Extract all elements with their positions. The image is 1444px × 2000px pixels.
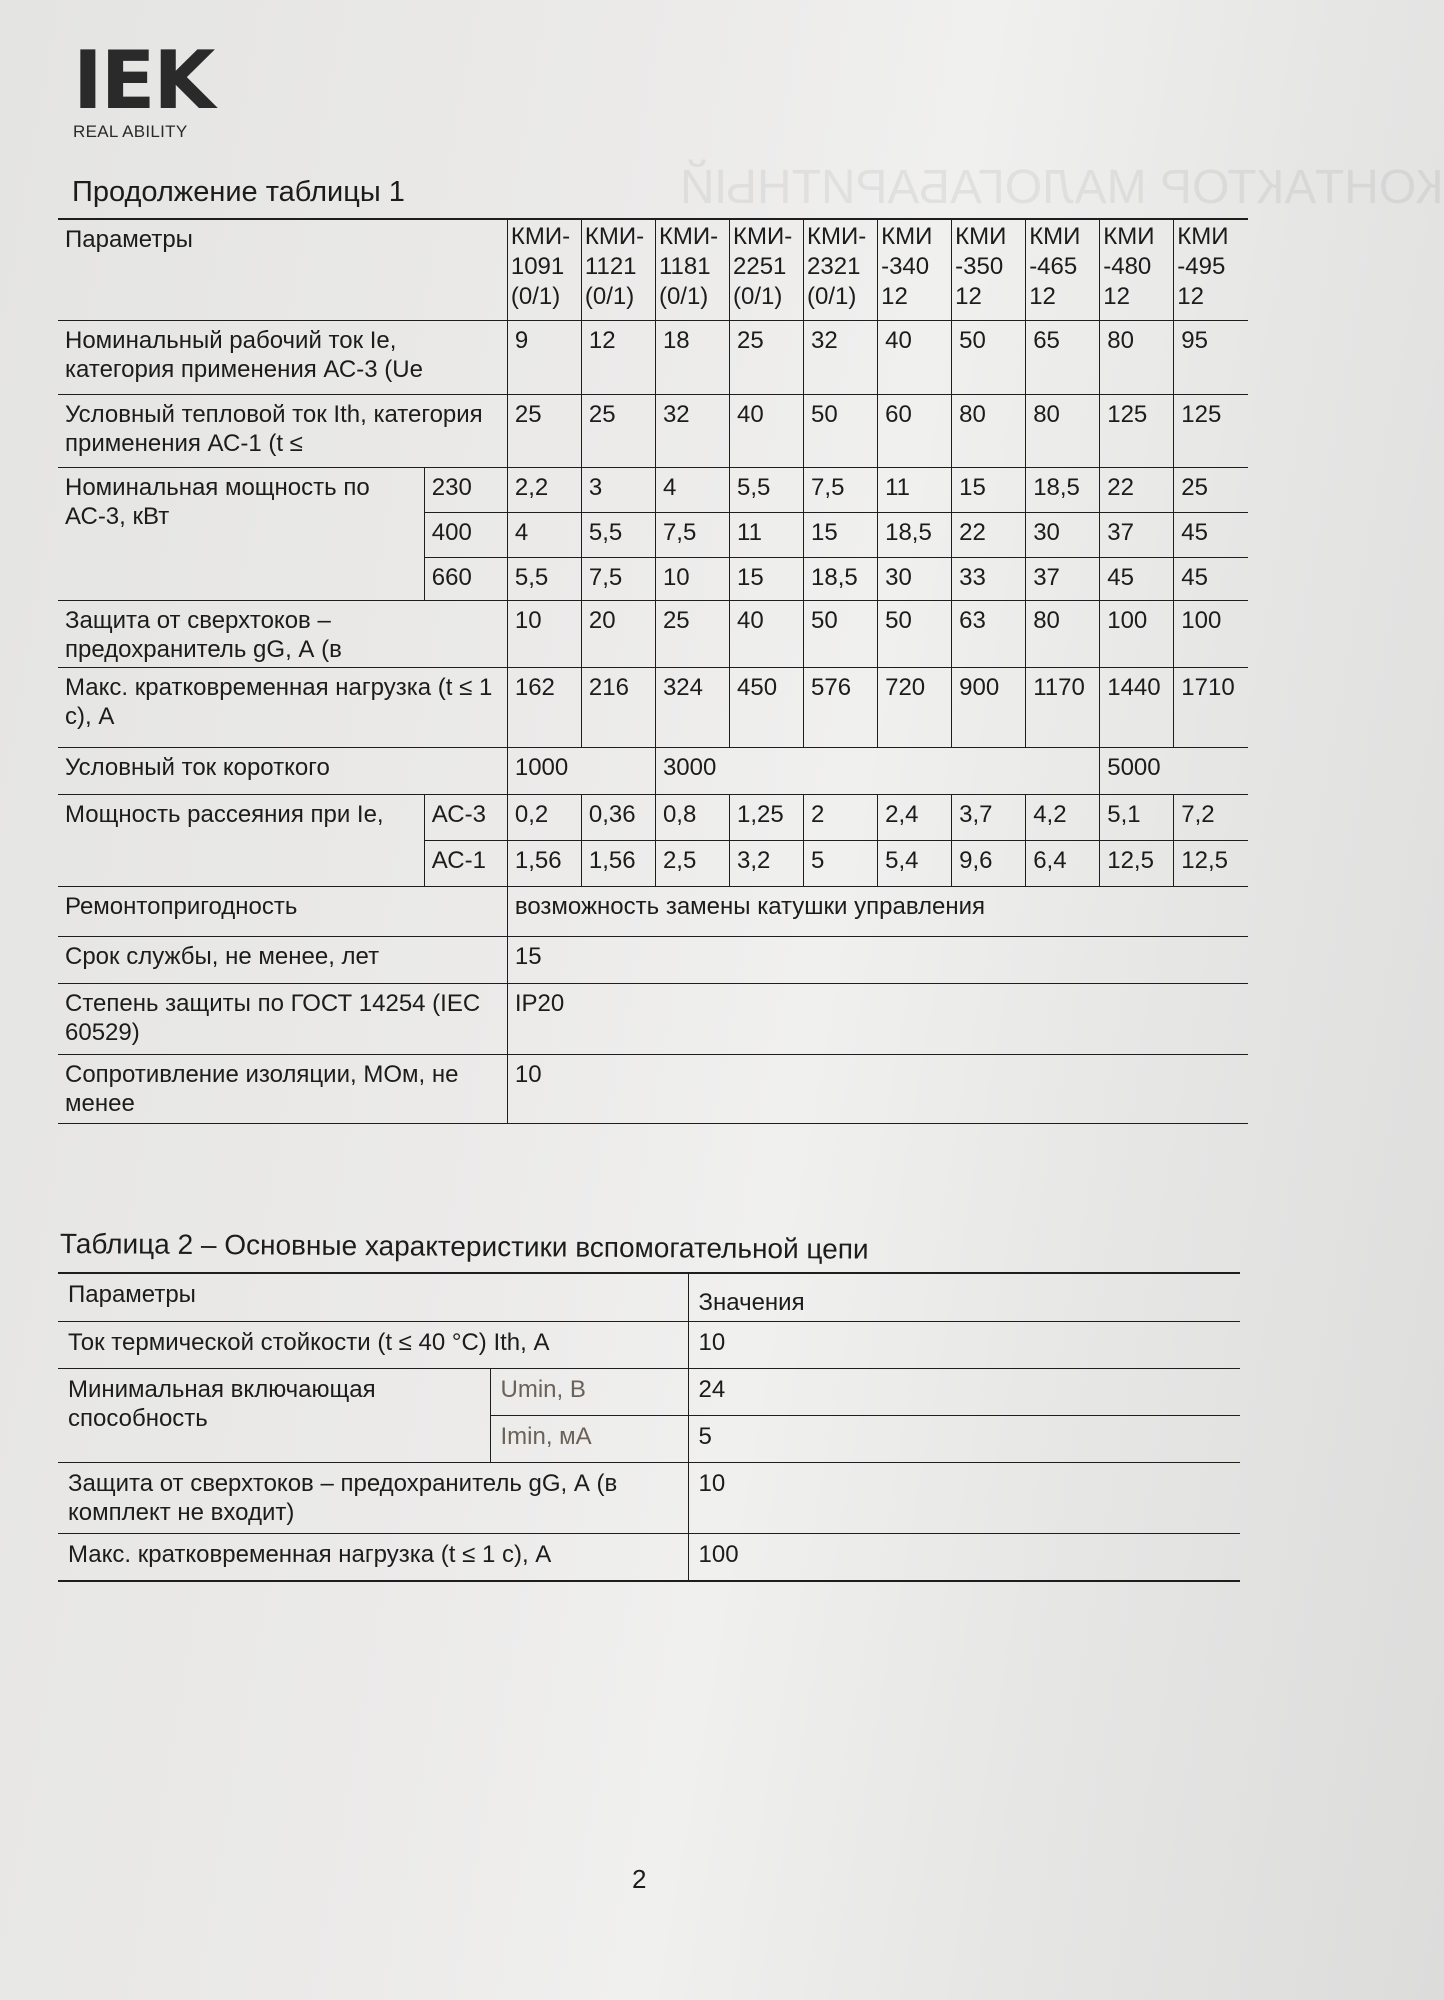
model-name-line: КМИ bbox=[881, 223, 933, 250]
model-name-line: 12 bbox=[1103, 283, 1130, 310]
row-value: 12,5 bbox=[1100, 841, 1174, 887]
row-value: 11 bbox=[878, 468, 952, 513]
model-name-line: -495 bbox=[1177, 253, 1226, 280]
row-value: 50 bbox=[952, 321, 1026, 395]
row-value: 100 bbox=[688, 1534, 1240, 1582]
row-value: 720 bbox=[878, 668, 952, 748]
param-header: Параметры bbox=[58, 1273, 688, 1322]
table-row bbox=[58, 1534, 1240, 1582]
row-value: 12 bbox=[581, 321, 655, 395]
row-value: 450 bbox=[730, 668, 804, 748]
model-header bbox=[581, 219, 655, 321]
row-value: 30 bbox=[878, 558, 952, 601]
row-value: 125 bbox=[1100, 395, 1174, 468]
row-value: 576 bbox=[804, 668, 878, 748]
row-value: 25 bbox=[581, 395, 655, 468]
model-header bbox=[655, 219, 729, 321]
table-row bbox=[58, 795, 1248, 841]
row-value: 5,4 bbox=[878, 841, 952, 887]
row-value: 95 bbox=[1174, 321, 1248, 395]
row-value: 0,36 bbox=[581, 795, 655, 841]
row-label: Степень защиты по ГОСТ 14254 (IEC 60529) bbox=[58, 984, 507, 1055]
row-value: 25 bbox=[655, 601, 729, 668]
row-value: 32 bbox=[655, 395, 729, 468]
row-value: 50 bbox=[804, 601, 878, 668]
model-name-line: 12 bbox=[955, 283, 982, 310]
model-name-line: КМИ- bbox=[510, 223, 571, 250]
row-value: 3,7 bbox=[952, 795, 1026, 841]
model-name-line: 1091 bbox=[510, 253, 565, 280]
model-name-line: КМИ- bbox=[807, 223, 867, 250]
row-value: 18,5 bbox=[878, 513, 952, 558]
row-value: IP20 bbox=[507, 984, 1248, 1055]
row-value: 10 bbox=[688, 1463, 1240, 1534]
voltage-label: 660 bbox=[424, 558, 507, 601]
row-value: 7,5 bbox=[581, 558, 655, 601]
model-header bbox=[507, 219, 581, 321]
row-value: 10 bbox=[688, 1322, 1240, 1369]
row-label: Макс. кратковременная нагрузка (t ≤ 1 с), А bbox=[58, 1534, 688, 1582]
row-value: 10 bbox=[655, 558, 729, 601]
row-value: 1,25 bbox=[730, 795, 804, 841]
row-value: 6,4 bbox=[1026, 841, 1100, 887]
row-value: 37 bbox=[1026, 558, 1100, 601]
row-value: 100 bbox=[1100, 601, 1174, 668]
row-value: 7,2 bbox=[1174, 795, 1248, 841]
row-value: 162 bbox=[507, 668, 581, 748]
page-number: 2 bbox=[632, 1864, 647, 1894]
table-row bbox=[58, 937, 1248, 984]
table1-title: Продолжение таблицы 1 bbox=[72, 176, 405, 208]
voltage-label: 400 bbox=[424, 513, 507, 558]
row-value: 12,5 bbox=[1174, 841, 1248, 887]
row-value: 50 bbox=[878, 601, 952, 668]
row-value: 324 bbox=[655, 668, 729, 748]
row-value: 11 bbox=[730, 513, 804, 558]
row-value: 5 bbox=[688, 1416, 1240, 1463]
model-name-line: КМИ bbox=[1103, 223, 1155, 250]
param-header: Параметры bbox=[58, 219, 507, 321]
value-header: Значения bbox=[688, 1273, 1240, 1322]
row-value: 40 bbox=[730, 601, 804, 668]
model-name-line: 1121 bbox=[584, 253, 637, 280]
table-row bbox=[58, 668, 1248, 748]
row-value: 216 bbox=[581, 668, 655, 748]
model-name-line: -340 bbox=[881, 253, 930, 280]
row-value: 125 bbox=[1174, 395, 1248, 468]
table-row bbox=[58, 748, 1248, 795]
row-label: Условный тепловой ток Ith, категория применения АС-1 (t ≤ bbox=[58, 395, 507, 468]
row-value: 5,1 bbox=[1100, 795, 1174, 841]
row-label: Защита от сверхтоков – предохранитель gG, А (в комплект не входит) bbox=[58, 1463, 688, 1534]
row-label: Условный ток короткого bbox=[58, 748, 507, 795]
row-value: 45 bbox=[1174, 513, 1248, 558]
model-name-line: КМИ- bbox=[658, 223, 719, 250]
row-value: 45 bbox=[1174, 558, 1248, 601]
row-value: 18,5 bbox=[1026, 468, 1100, 513]
table-row bbox=[58, 984, 1248, 1055]
model-name-line: (0/1) bbox=[733, 283, 783, 310]
row-value: 2,5 bbox=[655, 841, 729, 887]
model-name-line: КМИ bbox=[1177, 223, 1229, 250]
model-name-line: 12 bbox=[1029, 283, 1056, 310]
model-header bbox=[804, 219, 878, 321]
row-value: возможность замены катушки управления bbox=[507, 887, 1248, 937]
row-value: 4 bbox=[655, 468, 729, 513]
row-value: 5,5 bbox=[581, 513, 655, 558]
model-name-line: -350 bbox=[955, 253, 1004, 280]
table-row bbox=[58, 1463, 1240, 1534]
table1 bbox=[58, 218, 1248, 1124]
row-value: 2,4 bbox=[878, 795, 952, 841]
sub-label: Umin, В bbox=[490, 1369, 688, 1416]
table-row bbox=[58, 1369, 1240, 1416]
row-label: Ремонтопригодность bbox=[58, 887, 507, 937]
row-value: 50 bbox=[804, 395, 878, 468]
row-value: 7,5 bbox=[655, 513, 729, 558]
row-value: 25 bbox=[1174, 468, 1248, 513]
row-value: 22 bbox=[952, 513, 1026, 558]
row-value: 60 bbox=[878, 395, 952, 468]
row-value: 1170 bbox=[1026, 668, 1100, 748]
row-value: 0,8 bbox=[655, 795, 729, 841]
row-value: 5 bbox=[804, 841, 878, 887]
row-value: 25 bbox=[507, 395, 581, 468]
row-value: 4,2 bbox=[1026, 795, 1100, 841]
group-value: 1000 bbox=[507, 748, 655, 795]
category-label: АС-3 bbox=[424, 795, 507, 841]
table-row bbox=[58, 601, 1248, 668]
model-name-line: (0/1) bbox=[510, 283, 561, 310]
row-label: Макс. кратковременная нагрузка (t ≤ 1 с), А bbox=[58, 668, 507, 748]
row-value: 30 bbox=[1026, 513, 1100, 558]
row-value: 7,5 bbox=[804, 468, 878, 513]
row-value: 3 bbox=[581, 468, 655, 513]
row-value: 40 bbox=[730, 395, 804, 468]
row-label: Защита от сверхтоков – предохранитель gG, А (в bbox=[58, 601, 507, 668]
row-value: 15 bbox=[730, 558, 804, 601]
row-value: 80 bbox=[952, 395, 1026, 468]
showthrough-text: КОНТАКТОР МАЛОГАБАРИТНЫЙ bbox=[680, 161, 1444, 214]
row-value: 65 bbox=[1026, 321, 1100, 395]
category-label: АС-1 bbox=[424, 841, 507, 887]
row-value: 5,5 bbox=[730, 468, 804, 513]
row-value: 10 bbox=[507, 1055, 1248, 1124]
model-name-line: КМИ- bbox=[733, 223, 793, 250]
model-header bbox=[952, 219, 1026, 321]
row-value: 900 bbox=[952, 668, 1026, 748]
row-value: 0,2 bbox=[507, 795, 581, 841]
row-value: 40 bbox=[878, 321, 952, 395]
model-name-line: (0/1) bbox=[807, 283, 857, 310]
row-value: 80 bbox=[1026, 395, 1100, 468]
row-value: 15 bbox=[507, 937, 1248, 984]
group-value: 5000 bbox=[1100, 748, 1248, 795]
row-value: 18 bbox=[655, 321, 729, 395]
row-label: Ток термической стойкости (t ≤ 40 °C) Ith, А bbox=[58, 1322, 688, 1369]
row-value: 1440 bbox=[1100, 668, 1174, 748]
row-value: 1,56 bbox=[581, 841, 655, 887]
row-value: 45 bbox=[1100, 558, 1174, 601]
model-header bbox=[730, 219, 804, 321]
model-name-line: -465 bbox=[1029, 253, 1078, 280]
row-label: Минимальная включающая способность bbox=[58, 1369, 490, 1463]
row-label: Срок службы, не менее, лет bbox=[58, 937, 507, 984]
logo-tagline: REAL ABILITY bbox=[73, 122, 188, 141]
row-label: Мощность рассеяния при Ie, bbox=[58, 795, 424, 887]
row-value: 4 bbox=[507, 513, 581, 558]
group-value: 3000 bbox=[655, 748, 1099, 795]
row-value: 5,5 bbox=[507, 558, 581, 601]
row-value: 80 bbox=[1100, 321, 1174, 395]
table-row bbox=[58, 468, 1248, 513]
row-value: 33 bbox=[952, 558, 1026, 601]
row-value: 32 bbox=[804, 321, 878, 395]
model-name-line: КМИ bbox=[1029, 223, 1081, 250]
row-label: Номинальный рабочий ток Ie, категория применения АС-3 (Ue bbox=[58, 321, 507, 395]
sub-label: Imin, мА bbox=[490, 1416, 688, 1463]
iek-logo: IEK bbox=[73, 34, 214, 127]
table2 bbox=[58, 1272, 1240, 1582]
table2-header-row bbox=[58, 1273, 1240, 1322]
model-name-line: КМИ bbox=[955, 223, 1007, 250]
row-value: 20 bbox=[581, 601, 655, 668]
model-name-line: 12 bbox=[881, 283, 908, 310]
model-header bbox=[1026, 219, 1100, 321]
row-value: 9,6 bbox=[952, 841, 1026, 887]
row-label: Номинальная мощность по АС-3, кВт bbox=[58, 468, 424, 601]
table-row bbox=[58, 395, 1248, 468]
table-row bbox=[58, 321, 1248, 395]
model-name-line: 2251 bbox=[733, 253, 787, 280]
row-value: 18,5 bbox=[804, 558, 878, 601]
table-row bbox=[58, 1322, 1240, 1369]
table-row bbox=[58, 887, 1248, 937]
row-value: 25 bbox=[730, 321, 804, 395]
row-value: 9 bbox=[507, 321, 581, 395]
row-value: 100 bbox=[1174, 601, 1248, 668]
model-name-line: -480 bbox=[1103, 253, 1152, 280]
row-value: 37 bbox=[1100, 513, 1174, 558]
row-value: 2 bbox=[804, 795, 878, 841]
table2-title: Таблица 2 – Основные характеристики вспомогательной цепи bbox=[59, 1228, 869, 1265]
model-name-line: 2321 bbox=[807, 253, 861, 280]
row-value: 1710 bbox=[1174, 668, 1248, 748]
model-header bbox=[1100, 219, 1174, 321]
row-value: 10 bbox=[507, 601, 581, 668]
table1-header-row bbox=[58, 219, 1248, 321]
row-value: 80 bbox=[1026, 601, 1100, 668]
row-label: Сопротивление изоляции, МОм, не менее bbox=[58, 1055, 507, 1124]
model-header bbox=[1174, 219, 1248, 321]
model-name-line: (0/1) bbox=[658, 283, 709, 310]
row-value: 63 bbox=[952, 601, 1026, 668]
table-row bbox=[58, 1055, 1248, 1124]
row-value: 1,56 bbox=[507, 841, 581, 887]
model-name-line: 12 bbox=[1177, 283, 1204, 310]
model-name-line: КМИ- bbox=[584, 223, 645, 250]
row-value: 15 bbox=[952, 468, 1026, 513]
row-value: 2,2 bbox=[507, 468, 581, 513]
row-value: 22 bbox=[1100, 468, 1174, 513]
voltage-label: 230 bbox=[424, 468, 507, 513]
row-value: 3,2 bbox=[730, 841, 804, 887]
model-name-line: (0/1) bbox=[584, 283, 635, 310]
row-value: 24 bbox=[688, 1369, 1240, 1416]
model-header bbox=[878, 219, 952, 321]
model-name-line: 1181 bbox=[658, 253, 711, 280]
row-value: 15 bbox=[804, 513, 878, 558]
